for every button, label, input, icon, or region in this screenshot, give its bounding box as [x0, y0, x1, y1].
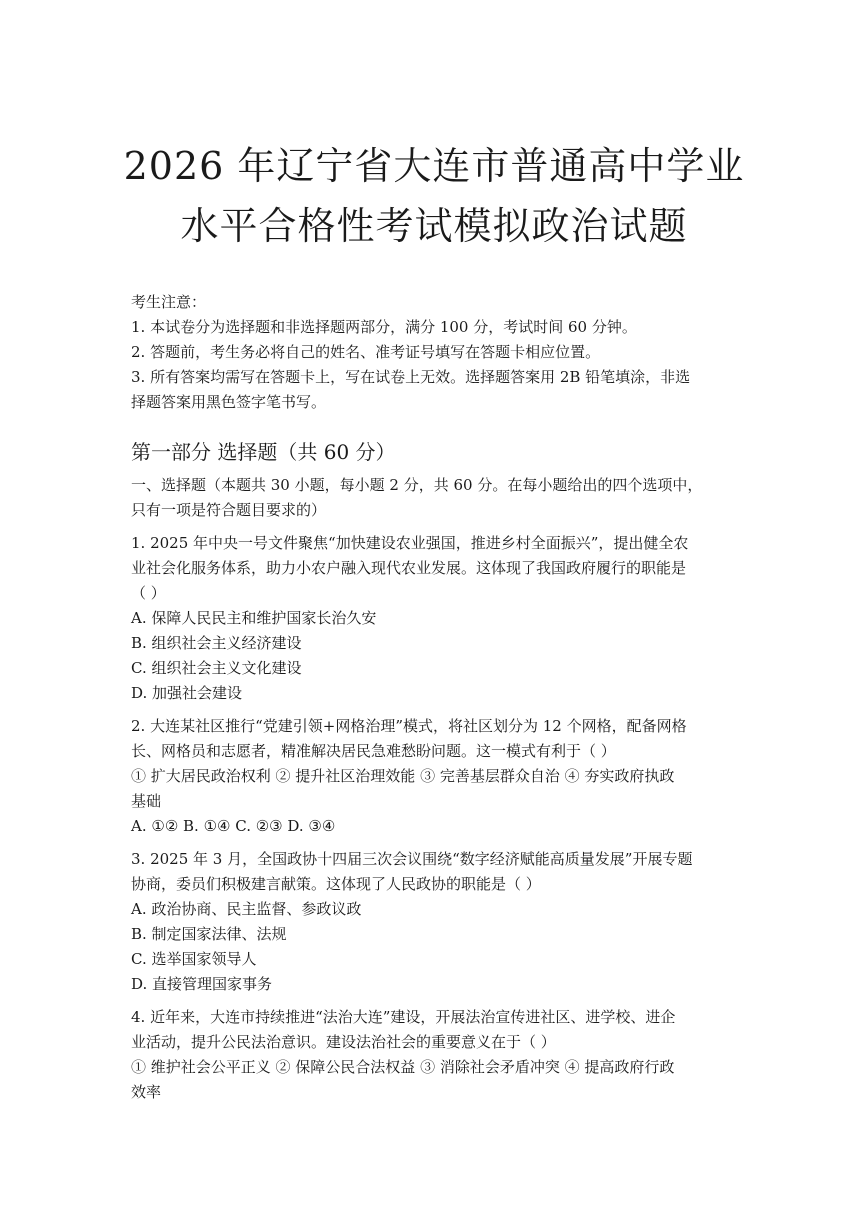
- question-stem-line: ① 维护社会公平正义 ② 保障公民合法权益 ③ 消除社会矛盾冲突 ④ 提高政府行政: [131, 1058, 675, 1076]
- question-2: [131, 714, 741, 839]
- question-1: [131, 531, 741, 706]
- question-stem-line: 1. 2025 年中央一号文件聚焦“加快建设农业强国，推进乡村全面振兴”，提出健全农: [131, 534, 689, 552]
- document-title-line-2: 水平合格性考试模拟政治试题: [180, 204, 688, 248]
- notice-item: 1. 本试卷分为选择题和非选择题两部分，满分 100 分，考试时间 60 分钟。: [131, 318, 637, 336]
- question-option: D. 直接管理国家事务: [131, 975, 273, 993]
- section-intro-line: 只有一项是符合题目要求的）: [131, 501, 327, 519]
- question-stem-line: 长、网格员和志愿者，精准解决居民急难愁盼问题。这一模式有利于（ ）: [131, 742, 616, 760]
- question-option: A. 保障人民民主和维护国家长治久安: [131, 609, 377, 627]
- question-3: [131, 847, 741, 997]
- question-option: C. 组织社会主义文化建设: [131, 659, 302, 677]
- document-title-line-1: 2026 年辽宁省大连市普通高中学业: [123, 144, 745, 188]
- document-body: [131, 290, 741, 1105]
- question-option: B. 制定国家法律、法规: [131, 925, 287, 943]
- notice-item: 择题答案用黑色签字笔书写。: [131, 393, 327, 411]
- section-intro: [131, 473, 741, 523]
- question-4: [131, 1005, 741, 1105]
- section-intro-line: 一、选择题（本题共 30 小题，每小题 2 分，共 60 分。在每小题给出的四个选项中，: [131, 476, 703, 494]
- question-option: C. 选举国家领导人: [131, 950, 257, 968]
- question-option: B. 组织社会主义经济建设: [131, 634, 302, 652]
- notice-item: 3. 所有答案均需写在答题卡上，写在试卷上无效。选择题答案用 2B 铅笔填涂，非选: [131, 368, 691, 386]
- question-option: A. 政治协商、民主监督、参政议政: [131, 900, 362, 918]
- question-stem-line: 效率: [131, 1083, 162, 1101]
- question-stem-line: 4. 近年来，大连市持续推进“法治大连”建设，开展法治宣传进社区、进学校、进企: [131, 1008, 676, 1026]
- question-stem-line: 业活动，提升公民法治意识。建设法治社会的重要意义在于（ ）: [131, 1033, 556, 1051]
- question-stem-line: 3. 2025 年 3 月，全国政协十四届三次会议围绕“数字经济赋能高质量发展”开展专题: [131, 850, 693, 868]
- section-title: 第一部分 选择题（共 60 分）: [131, 440, 396, 464]
- question-option: A. ①② B. ①④ C. ②③ D. ③④: [131, 817, 336, 835]
- notice-heading: 考生注意：: [131, 293, 207, 311]
- question-stem-line: 2. 大连某社区推行“党建引领+网格治理”模式，将社区划分为 12 个网格，配备网格: [131, 717, 687, 735]
- question-stem-line: （ ）: [131, 584, 166, 602]
- notice-item: 2. 答题前，考生务必将自己的姓名、准考证号填写在答题卡相应位置。: [131, 343, 601, 361]
- exam-notice: [131, 290, 741, 415]
- question-stem-line: ① 扩大居民政治权利 ② 提升社区治理效能 ③ 完善基层群众自治 ④ 夯实政府执政: [131, 767, 675, 785]
- question-stem-line: 业社会化服务体系，助力小农户融入现代农业发展。这体现了我国政府履行的职能是: [131, 559, 687, 577]
- question-stem-line: 基础: [131, 792, 162, 810]
- question-stem-line: 协商，委员们积极建言献策。这体现了人民政协的职能是（ ）: [131, 875, 541, 893]
- question-option: D. 加强社会建设: [131, 684, 243, 702]
